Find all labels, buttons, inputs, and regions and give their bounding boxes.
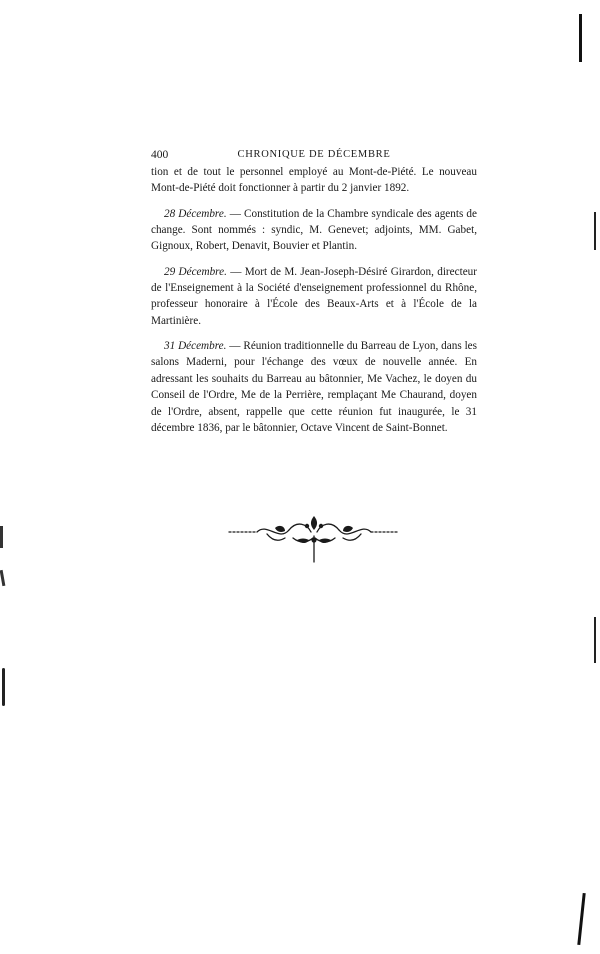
entry-text: — Mort de M. Jean-Joseph-Désiré Girardon, directeur de l'Enseignement à la Société d'enseignement professionnel du Rhône, professeur honoraire à l'École des Beaux-Arts et à l'École de la Martinière. — [151, 265, 477, 327]
body-text — [151, 164, 477, 445]
scan-edge-mark-mid-right — [594, 212, 596, 250]
scan-edge-mark-bottom-right — [577, 893, 585, 945]
page-number: 400 — [151, 149, 169, 161]
running-title: CHRONIQUE DE DÉCEMBRE — [237, 149, 391, 160]
paragraph-text: tion et de tout le personnel employé au Mont-de-Piété. Le nouveau Mont-de-Piété doit fonctionner à partir du 2 janvier 1892. — [151, 166, 477, 195]
scan-edge-mark-left-top — [0, 526, 3, 548]
entry-text: — Constitution de la Chambre syndicale des agents de change. Sont nommés : syndic, M. Genevet; adjoints, MM. Gabet, Gignoux, Robert, Denavit, Bouvier et Plantin. — [151, 207, 477, 253]
scan-edge-mark-right — [594, 617, 596, 663]
entry-date: 29 Décembre. — [164, 265, 227, 278]
fleuron-tailpiece-icon — [227, 514, 401, 564]
page-header — [151, 147, 477, 163]
entry-text: — Réunion traditionnelle du Barreau de Lyon, dans les salons Maderni, pour l'échange des vœux de nouvelle année. En adressant les souhaits du Barreau au bâtonnier, Me Vachez, le doyen du Conseil de l'Ordre, Me de la Perrière, remplaçant Me Chaurand, doyen de l'Ordre, absent, rappelle que cette réunion fut inaugurée, le 31 décembre 1836, par le bâtonnier, Octave Vincent de Saint-Bonnet. — [151, 340, 477, 435]
entry-28-decembre — [151, 206, 477, 255]
scan-edge-mark-top-right — [579, 14, 582, 62]
entry-date: 28 Décembre. — [164, 207, 227, 220]
scan-edge-mark-left-mid — [0, 570, 5, 586]
entry-31-decembre — [151, 338, 477, 436]
paragraph-continuation — [151, 164, 477, 197]
entry-date: 31 Décembre. — [164, 340, 227, 353]
entry-29-decembre — [151, 264, 477, 330]
scan-edge-mark-left-bottom — [2, 668, 5, 706]
